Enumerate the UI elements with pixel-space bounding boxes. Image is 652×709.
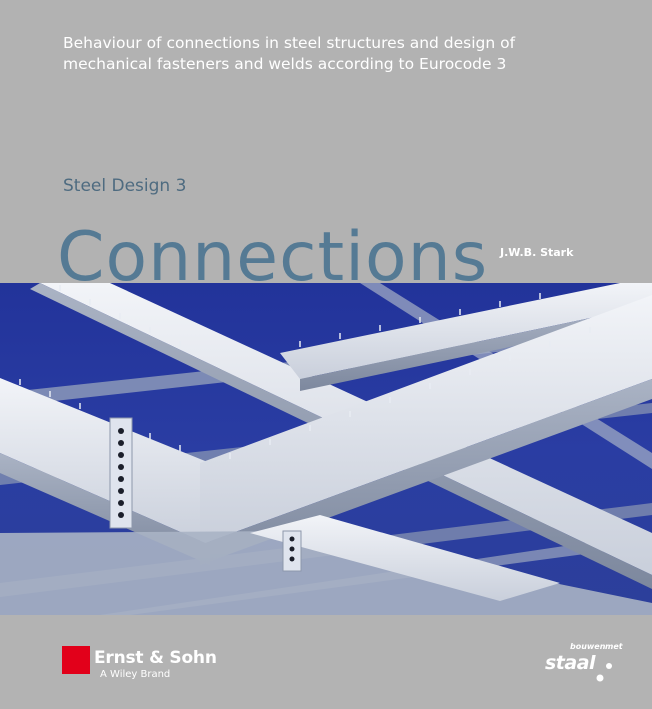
- publisher-name: Ernst & Sohn: [94, 648, 217, 668]
- book-subtitle: Behaviour of connections in steel structures and design of mechanical fasteners and welds according to Eurocode 3: [63, 34, 516, 73]
- author-name: J.W.B. Stark: [500, 246, 574, 259]
- logo-dots-icon: [595, 662, 619, 684]
- logo-met-text: met: [605, 642, 623, 651]
- ernst-sohn-logo: [62, 646, 217, 681]
- steel-beams-illustration: [0, 283, 652, 615]
- logo-bouwen-text: bouwen: [570, 642, 606, 651]
- connection-plate-center: [283, 531, 301, 571]
- red-square-icon: [62, 646, 90, 674]
- logo-staal-text: staal: [545, 652, 596, 674]
- book-title: Connections: [57, 218, 489, 297]
- connection-plate-left: [110, 418, 132, 528]
- series-label: Steel Design 3: [63, 176, 187, 196]
- bouwen-met-staal-logo: [545, 640, 623, 685]
- publisher-brand: A Wiley Brand: [100, 669, 171, 680]
- cover-photo-steel-beams: [0, 283, 652, 615]
